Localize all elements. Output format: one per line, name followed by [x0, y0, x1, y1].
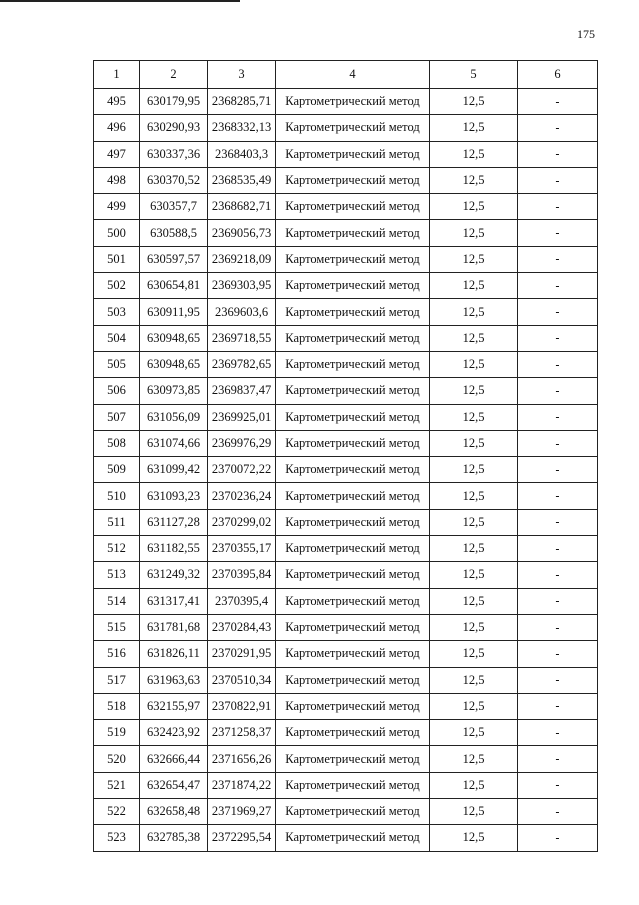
- table-row: [94, 457, 598, 483]
- table-row: [94, 614, 598, 640]
- y-coordinate-cell: 2370510,34: [208, 667, 276, 693]
- note-cell: -: [518, 799, 598, 825]
- accuracy-cell: 12,5: [430, 246, 518, 272]
- y-coordinate-cell: 2371656,26: [208, 746, 276, 772]
- y-coordinate-cell: 2368332,13: [208, 115, 276, 141]
- method-cell: Картометрический метод: [276, 588, 430, 614]
- accuracy-cell: 12,5: [430, 536, 518, 562]
- point-number-cell: 518: [94, 693, 140, 719]
- accuracy-cell: 12,5: [430, 273, 518, 299]
- method-cell: Картометрический метод: [276, 141, 430, 167]
- y-coordinate-cell: 2369837,47: [208, 378, 276, 404]
- point-number-cell: 512: [94, 536, 140, 562]
- method-cell: Картометрический метод: [276, 483, 430, 509]
- accuracy-cell: 12,5: [430, 89, 518, 115]
- accuracy-cell: 12,5: [430, 325, 518, 351]
- x-coordinate-cell: 631056,09: [140, 404, 208, 430]
- table-row: [94, 273, 598, 299]
- x-coordinate-cell: 632155,97: [140, 693, 208, 719]
- method-cell: Картометрический метод: [276, 825, 430, 851]
- x-coordinate-cell: 632423,92: [140, 720, 208, 746]
- x-coordinate-cell: 632666,44: [140, 746, 208, 772]
- table-row: [94, 693, 598, 719]
- column-header: 1: [94, 61, 140, 89]
- y-coordinate-cell: 2368682,71: [208, 194, 276, 220]
- x-coordinate-cell: 630290,93: [140, 115, 208, 141]
- method-cell: Картометрический метод: [276, 404, 430, 430]
- x-coordinate-cell: 630948,65: [140, 325, 208, 351]
- x-coordinate-cell: 630654,81: [140, 273, 208, 299]
- method-cell: Картометрический метод: [276, 641, 430, 667]
- x-coordinate-cell: 631127,28: [140, 509, 208, 535]
- accuracy-cell: 12,5: [430, 693, 518, 719]
- note-cell: -: [518, 746, 598, 772]
- page-number: 175: [577, 27, 595, 41]
- table-row: [94, 325, 598, 351]
- point-number-cell: 498: [94, 167, 140, 193]
- method-cell: Картометрический метод: [276, 562, 430, 588]
- point-number-cell: 514: [94, 588, 140, 614]
- note-cell: -: [518, 720, 598, 746]
- method-cell: Картометрический метод: [276, 693, 430, 719]
- point-number-cell: 516: [94, 641, 140, 667]
- point-number-cell: 496: [94, 115, 140, 141]
- point-number-cell: 523: [94, 825, 140, 851]
- table-row: [94, 404, 598, 430]
- y-coordinate-cell: 2372295,54: [208, 825, 276, 851]
- coordinates-table: [93, 60, 598, 852]
- accuracy-cell: 12,5: [430, 772, 518, 798]
- y-coordinate-cell: 2369976,29: [208, 430, 276, 456]
- x-coordinate-cell: 631249,32: [140, 562, 208, 588]
- note-cell: -: [518, 430, 598, 456]
- x-coordinate-cell: 630973,85: [140, 378, 208, 404]
- column-header: 3: [208, 61, 276, 89]
- table-row: [94, 720, 598, 746]
- method-cell: Картометрический метод: [276, 378, 430, 404]
- y-coordinate-cell: 2369218,09: [208, 246, 276, 272]
- point-number-cell: 515: [94, 614, 140, 640]
- method-cell: Картометрический метод: [276, 167, 430, 193]
- accuracy-cell: 12,5: [430, 404, 518, 430]
- note-cell: -: [518, 825, 598, 851]
- x-coordinate-cell: 630948,65: [140, 351, 208, 377]
- method-cell: Картометрический метод: [276, 351, 430, 377]
- table-row: [94, 562, 598, 588]
- x-coordinate-cell: 631963,63: [140, 667, 208, 693]
- method-cell: Картометрический метод: [276, 457, 430, 483]
- table-row: [94, 141, 598, 167]
- note-cell: -: [518, 614, 598, 640]
- table-row: [94, 588, 598, 614]
- method-cell: Картометрический метод: [276, 246, 430, 272]
- accuracy-cell: 12,5: [430, 351, 518, 377]
- x-coordinate-cell: 630588,5: [140, 220, 208, 246]
- x-coordinate-cell: 630370,52: [140, 167, 208, 193]
- y-coordinate-cell: 2368285,71: [208, 89, 276, 115]
- accuracy-cell: 12,5: [430, 299, 518, 325]
- note-cell: -: [518, 772, 598, 798]
- point-number-cell: 510: [94, 483, 140, 509]
- accuracy-cell: 12,5: [430, 614, 518, 640]
- y-coordinate-cell: 2369056,73: [208, 220, 276, 246]
- note-cell: -: [518, 509, 598, 535]
- x-coordinate-cell: 630179,95: [140, 89, 208, 115]
- x-coordinate-cell: 631099,42: [140, 457, 208, 483]
- accuracy-cell: 12,5: [430, 562, 518, 588]
- y-coordinate-cell: 2369782,65: [208, 351, 276, 377]
- table-row: [94, 483, 598, 509]
- note-cell: -: [518, 115, 598, 141]
- y-coordinate-cell: 2370395,84: [208, 562, 276, 588]
- table-row: [94, 641, 598, 667]
- y-coordinate-cell: 2370395,4: [208, 588, 276, 614]
- y-coordinate-cell: 2369718,55: [208, 325, 276, 351]
- method-cell: Картометрический метод: [276, 273, 430, 299]
- accuracy-cell: 12,5: [430, 799, 518, 825]
- table-row: [94, 825, 598, 851]
- accuracy-cell: 12,5: [430, 509, 518, 535]
- accuracy-cell: 12,5: [430, 720, 518, 746]
- table-body: [94, 61, 598, 852]
- accuracy-cell: 12,5: [430, 141, 518, 167]
- point-number-cell: 520: [94, 746, 140, 772]
- method-cell: Картометрический метод: [276, 536, 430, 562]
- table-row: [94, 509, 598, 535]
- note-cell: -: [518, 141, 598, 167]
- table-row: [94, 772, 598, 798]
- x-coordinate-cell: 630597,57: [140, 246, 208, 272]
- point-number-cell: 522: [94, 799, 140, 825]
- y-coordinate-cell: 2368403,3: [208, 141, 276, 167]
- point-number-cell: 511: [94, 509, 140, 535]
- table-row: [94, 430, 598, 456]
- point-number-cell: 508: [94, 430, 140, 456]
- point-number-cell: 500: [94, 220, 140, 246]
- point-number-cell: 509: [94, 457, 140, 483]
- note-cell: -: [518, 378, 598, 404]
- note-cell: -: [518, 273, 598, 299]
- point-number-cell: 497: [94, 141, 140, 167]
- method-cell: Картометрический метод: [276, 720, 430, 746]
- y-coordinate-cell: 2370236,24: [208, 483, 276, 509]
- table-row: [94, 746, 598, 772]
- accuracy-cell: 12,5: [430, 667, 518, 693]
- note-cell: -: [518, 693, 598, 719]
- method-cell: Картометрический метод: [276, 430, 430, 456]
- table-row: [94, 536, 598, 562]
- point-number-cell: 505: [94, 351, 140, 377]
- note-cell: -: [518, 562, 598, 588]
- table-row: [94, 378, 598, 404]
- method-cell: Картометрический метод: [276, 667, 430, 693]
- table-row: [94, 351, 598, 377]
- method-cell: Картометрический метод: [276, 89, 430, 115]
- x-coordinate-cell: 632658,48: [140, 799, 208, 825]
- y-coordinate-cell: 2369603,6: [208, 299, 276, 325]
- method-cell: Картометрический метод: [276, 299, 430, 325]
- table-row: [94, 246, 598, 272]
- note-cell: -: [518, 351, 598, 377]
- y-coordinate-cell: 2370822,91: [208, 693, 276, 719]
- column-header: 2: [140, 61, 208, 89]
- method-cell: Картометрический метод: [276, 194, 430, 220]
- note-cell: -: [518, 167, 598, 193]
- x-coordinate-cell: 630337,36: [140, 141, 208, 167]
- note-cell: -: [518, 404, 598, 430]
- method-cell: Картометрический метод: [276, 325, 430, 351]
- y-coordinate-cell: 2370291,95: [208, 641, 276, 667]
- x-coordinate-cell: 631093,23: [140, 483, 208, 509]
- note-cell: -: [518, 483, 598, 509]
- note-cell: -: [518, 246, 598, 272]
- x-coordinate-cell: 632654,47: [140, 772, 208, 798]
- table-row: [94, 115, 598, 141]
- accuracy-cell: 12,5: [430, 378, 518, 404]
- x-coordinate-cell: 631074,66: [140, 430, 208, 456]
- x-coordinate-cell: 630357,7: [140, 194, 208, 220]
- note-cell: -: [518, 299, 598, 325]
- method-cell: Картометрический метод: [276, 772, 430, 798]
- note-cell: -: [518, 457, 598, 483]
- point-number-cell: 503: [94, 299, 140, 325]
- top-rule: [0, 0, 240, 2]
- accuracy-cell: 12,5: [430, 457, 518, 483]
- accuracy-cell: 12,5: [430, 194, 518, 220]
- table-row: [94, 799, 598, 825]
- point-number-cell: 517: [94, 667, 140, 693]
- table-row: [94, 89, 598, 115]
- y-coordinate-cell: 2368535,49: [208, 167, 276, 193]
- point-number-cell: 507: [94, 404, 140, 430]
- accuracy-cell: 12,5: [430, 483, 518, 509]
- method-cell: Картометрический метод: [276, 799, 430, 825]
- note-cell: -: [518, 667, 598, 693]
- accuracy-cell: 12,5: [430, 115, 518, 141]
- point-number-cell: 521: [94, 772, 140, 798]
- table-row: [94, 194, 598, 220]
- x-coordinate-cell: 631182,55: [140, 536, 208, 562]
- table-header-row: [94, 61, 598, 89]
- note-cell: -: [518, 536, 598, 562]
- x-coordinate-cell: 631317,41: [140, 588, 208, 614]
- y-coordinate-cell: 2371874,22: [208, 772, 276, 798]
- note-cell: -: [518, 220, 598, 246]
- y-coordinate-cell: 2371969,27: [208, 799, 276, 825]
- method-cell: Картометрический метод: [276, 220, 430, 246]
- accuracy-cell: 12,5: [430, 588, 518, 614]
- accuracy-cell: 12,5: [430, 167, 518, 193]
- point-number-cell: 501: [94, 246, 140, 272]
- note-cell: -: [518, 325, 598, 351]
- table-row: [94, 299, 598, 325]
- column-header: 5: [430, 61, 518, 89]
- accuracy-cell: 12,5: [430, 430, 518, 456]
- x-coordinate-cell: 631826,11: [140, 641, 208, 667]
- y-coordinate-cell: 2369925,01: [208, 404, 276, 430]
- table-row: [94, 220, 598, 246]
- point-number-cell: 506: [94, 378, 140, 404]
- point-number-cell: 519: [94, 720, 140, 746]
- y-coordinate-cell: 2370355,17: [208, 536, 276, 562]
- point-number-cell: 504: [94, 325, 140, 351]
- y-coordinate-cell: 2369303,95: [208, 273, 276, 299]
- accuracy-cell: 12,5: [430, 220, 518, 246]
- x-coordinate-cell: 631781,68: [140, 614, 208, 640]
- x-coordinate-cell: 632785,38: [140, 825, 208, 851]
- column-header: 4: [276, 61, 430, 89]
- y-coordinate-cell: 2370284,43: [208, 614, 276, 640]
- accuracy-cell: 12,5: [430, 641, 518, 667]
- note-cell: -: [518, 641, 598, 667]
- method-cell: Картометрический метод: [276, 509, 430, 535]
- table-row: [94, 167, 598, 193]
- note-cell: -: [518, 194, 598, 220]
- y-coordinate-cell: 2370072,22: [208, 457, 276, 483]
- y-coordinate-cell: 2370299,02: [208, 509, 276, 535]
- point-number-cell: 499: [94, 194, 140, 220]
- x-coordinate-cell: 630911,95: [140, 299, 208, 325]
- table-row: [94, 667, 598, 693]
- accuracy-cell: 12,5: [430, 746, 518, 772]
- note-cell: -: [518, 588, 598, 614]
- method-cell: Картометрический метод: [276, 614, 430, 640]
- accuracy-cell: 12,5: [430, 825, 518, 851]
- method-cell: Картометрический метод: [276, 115, 430, 141]
- point-number-cell: 502: [94, 273, 140, 299]
- column-header: 6: [518, 61, 598, 89]
- method-cell: Картометрический метод: [276, 746, 430, 772]
- y-coordinate-cell: 2371258,37: [208, 720, 276, 746]
- point-number-cell: 513: [94, 562, 140, 588]
- note-cell: -: [518, 89, 598, 115]
- point-number-cell: 495: [94, 89, 140, 115]
